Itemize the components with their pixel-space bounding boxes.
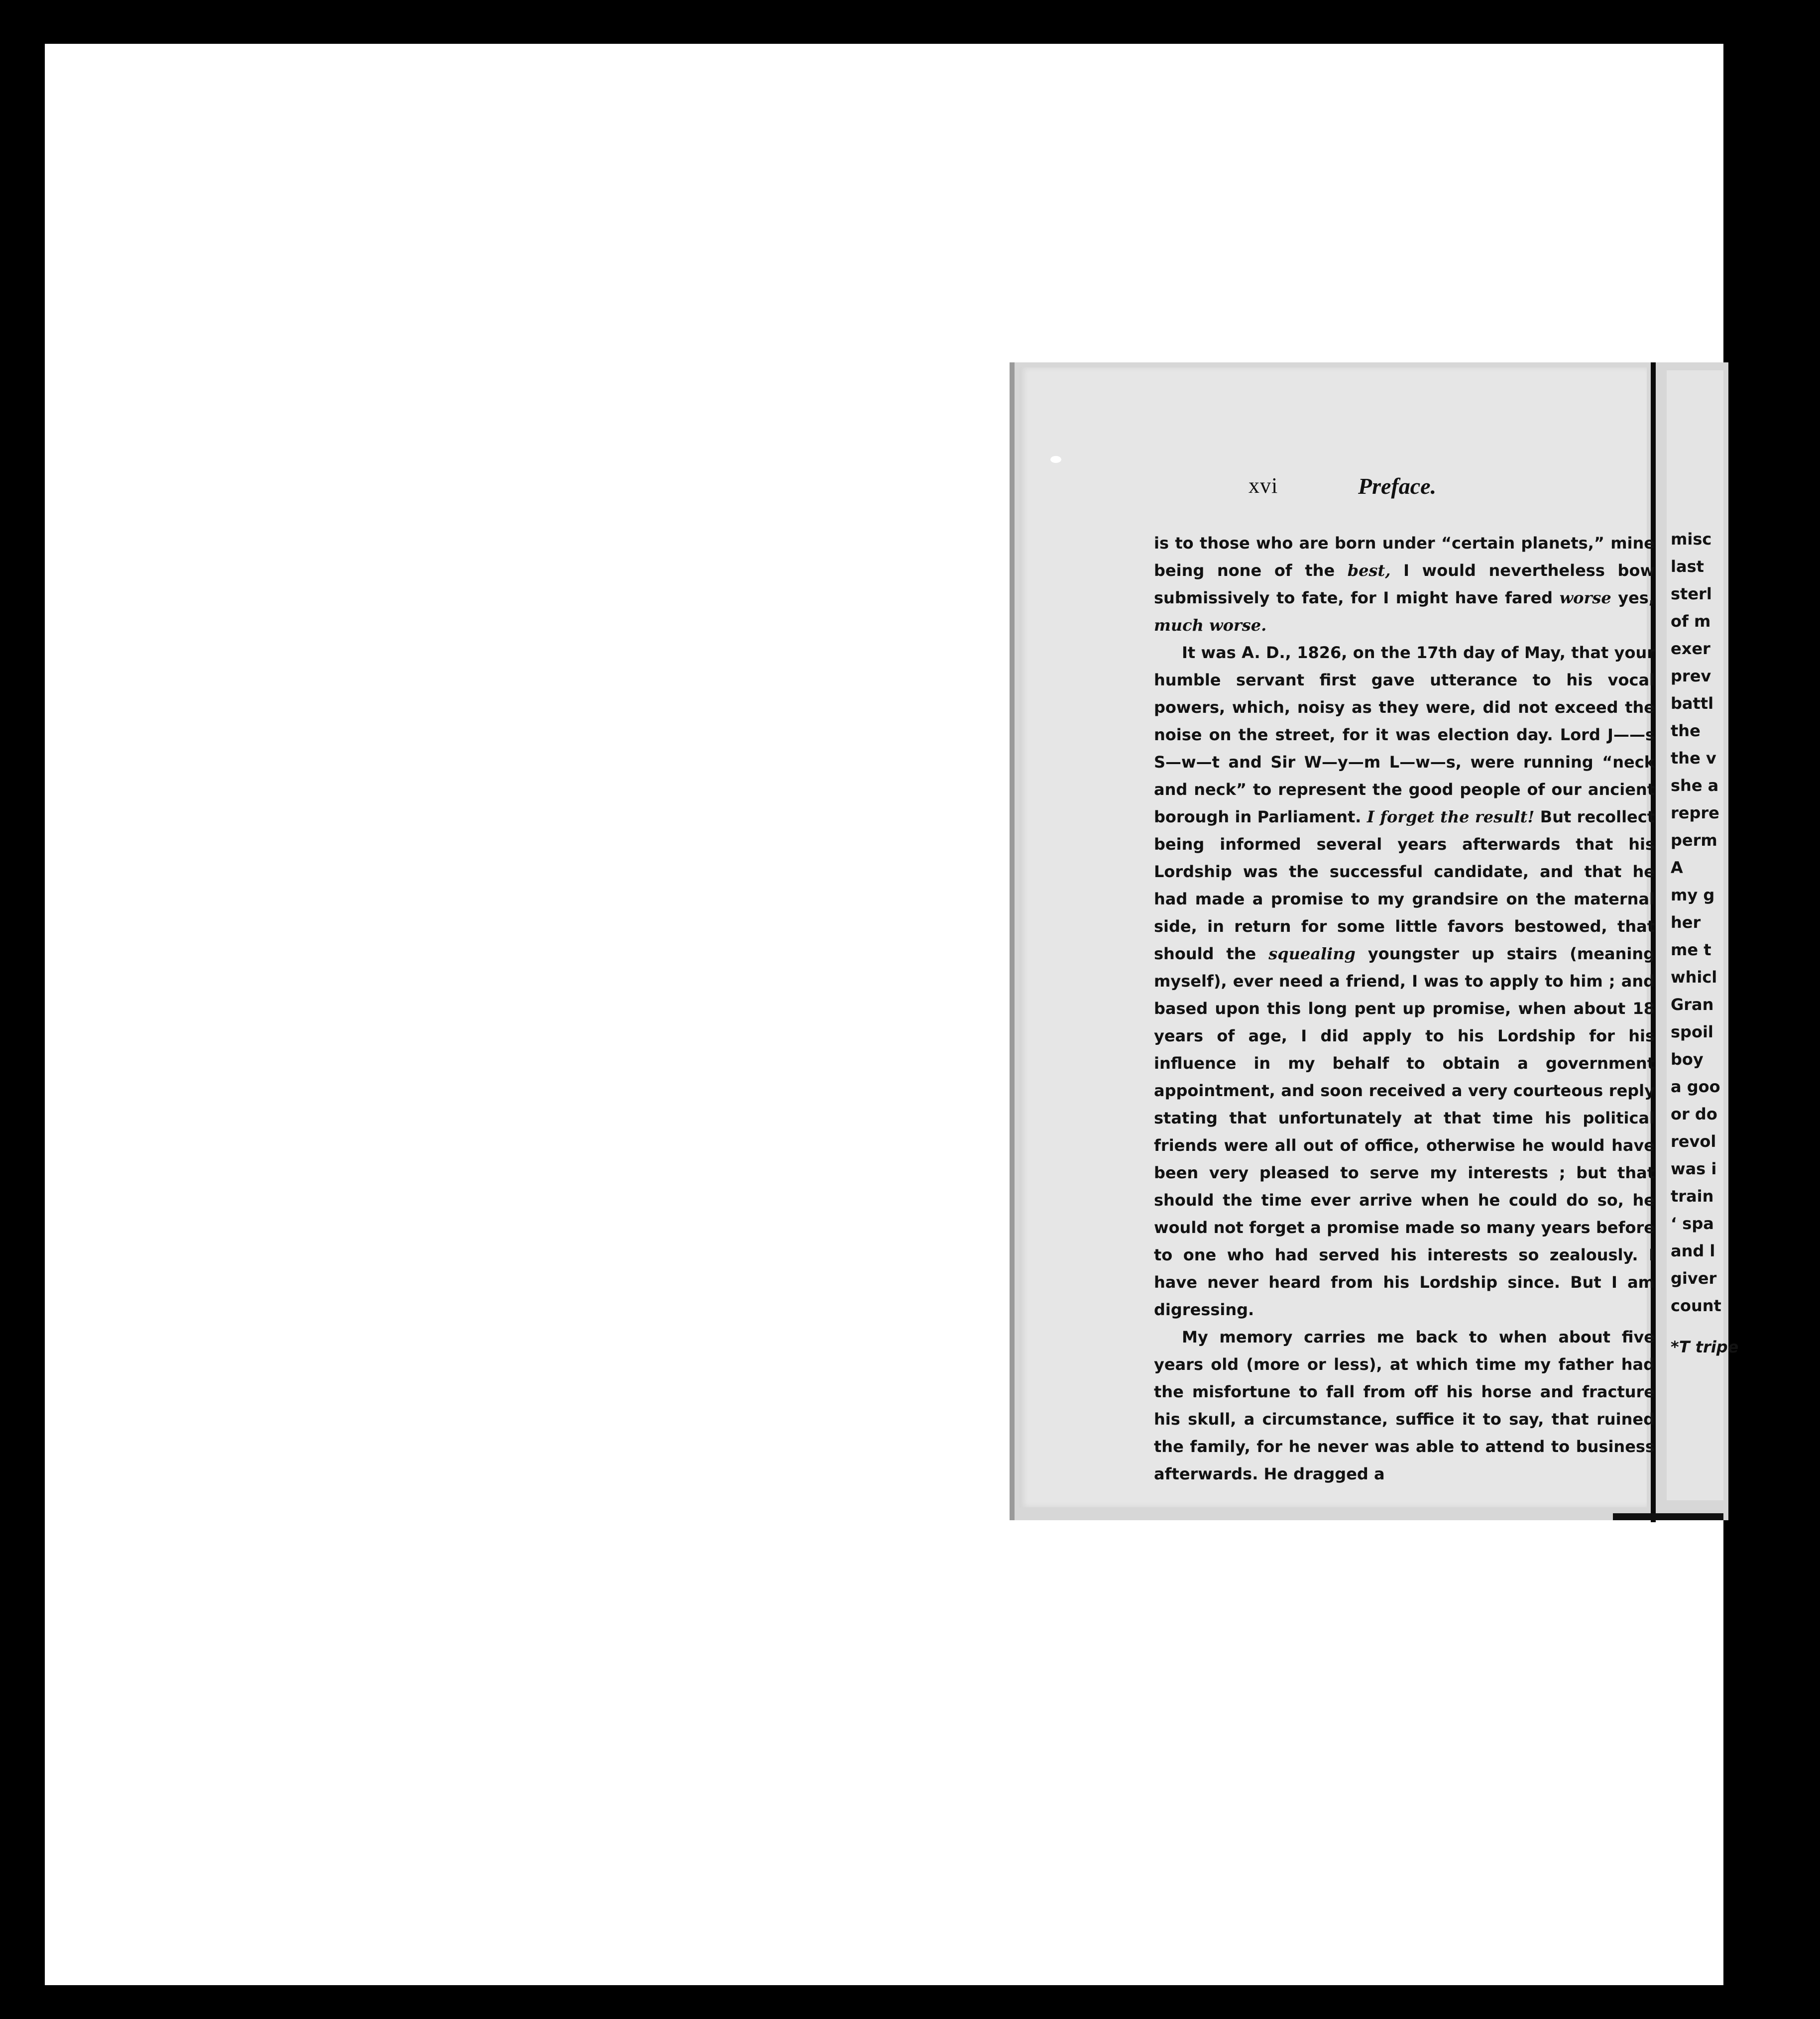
right-page-line: spoil bbox=[1671, 1022, 1713, 1041]
right-page-line: giver bbox=[1671, 1269, 1717, 1288]
paper-speck bbox=[1050, 456, 1061, 463]
right-page-line: a goo bbox=[1671, 1077, 1720, 1096]
italic-text: I forget the result! bbox=[1366, 807, 1535, 826]
right-page-line: whicl bbox=[1671, 968, 1717, 987]
right-page-line: Gran bbox=[1671, 995, 1714, 1014]
body-paragraph bbox=[1154, 639, 1655, 1324]
text-run: My memory carries me back to when about five years old (more or less), at which time my father had the misfortune to fall from off his horse and fracture his skull, a circumstance, suffice it to say, that ruined the family, for he never was able to attend to business afterwards. He dragged a bbox=[1154, 1328, 1655, 1483]
right-page-line: me t bbox=[1671, 940, 1711, 959]
right-page-line: revol bbox=[1671, 1132, 1716, 1151]
right-page-line: count bbox=[1671, 1296, 1721, 1315]
body-paragraph bbox=[1154, 1324, 1655, 1488]
text-run: I would nevertheless bow submissively to fate, for I might have fared bbox=[1154, 561, 1655, 607]
right-page-line: the bbox=[1671, 721, 1701, 740]
right-page-line: repre bbox=[1671, 803, 1719, 822]
italic-text: best, bbox=[1347, 561, 1391, 580]
right-page-line: her bbox=[1671, 913, 1701, 932]
right-page-line: boy bbox=[1671, 1050, 1704, 1069]
italic-text: squealing bbox=[1268, 944, 1356, 963]
right-page-line: or do bbox=[1671, 1105, 1717, 1123]
right-page-line: train bbox=[1671, 1187, 1714, 1206]
right-page-line: the v bbox=[1671, 749, 1716, 768]
text-run: It was A. D., 1826, on the 17th day of May, that your humble servant first gave utterance to his vocal powers, which, noisy as they were, did not exceed the noise on the street, for it was election day. Lord J——s S—w—t and Sir W—y—m L—w—s, were running “neck and neck” to represent the good people of our ancient borough in Parliament. bbox=[1154, 643, 1655, 826]
right-page-line: sterl bbox=[1671, 584, 1712, 603]
right-page-line: A bbox=[1671, 858, 1683, 877]
right-page bbox=[1667, 370, 1739, 1500]
right-page-line: my g bbox=[1671, 886, 1715, 904]
body-paragraph bbox=[1154, 530, 1655, 639]
right-page-line: ‘ spa bbox=[1671, 1214, 1714, 1233]
page-number: xvi bbox=[1249, 473, 1278, 498]
right-page-line: of m bbox=[1671, 612, 1711, 631]
text-run: is to those who are born under “certain planets,” mine being none of the bbox=[1154, 534, 1655, 580]
text-run: yes, bbox=[1611, 588, 1655, 607]
right-page-line: and l bbox=[1671, 1241, 1715, 1260]
text-run: But recollect being informed several years afterwards that his Lordship was the successful candidate, and that he had made a promise to my grandsire on the maternal side, in return for some little favors bestowed, that should the bbox=[1154, 807, 1655, 963]
right-page-line: was i bbox=[1671, 1159, 1717, 1178]
book-gutter-shadow bbox=[1613, 1513, 1723, 1520]
right-page-line: last bbox=[1671, 557, 1704, 576]
italic-text: worse bbox=[1559, 588, 1611, 607]
page-header bbox=[1249, 473, 1637, 513]
text-run: youngster up stairs (meaning myself), ever need a friend, I was to apply to him ; and based upon this long pent up promise, when about 18 years of age, I did apply to his Lordship for his influence in my behalf to obtain a government appointment, and soon received a very courteous reply stating that unfortunately at that time his political friends were all out of office, otherwise he would have been very pleased to serve my interests ; but that should the time ever arrive when he could do so, he would not forget a promise made so many years before to one who had served his interests so zealously. I have never heard from his Lordship since. But I am digressing. bbox=[1154, 944, 1655, 1319]
right-page-line: misc bbox=[1671, 530, 1712, 549]
italic-text: much worse. bbox=[1154, 616, 1267, 635]
right-page-line: she a bbox=[1671, 776, 1719, 795]
left-page-text bbox=[1154, 530, 1655, 1488]
right-page-line: prev bbox=[1671, 667, 1711, 685]
right-page-line: battl bbox=[1671, 694, 1714, 713]
right-page-line: exer bbox=[1671, 639, 1710, 658]
running-head: Preface. bbox=[1358, 473, 1437, 499]
right-page-text bbox=[1671, 526, 1820, 1361]
right-page-line: perm bbox=[1671, 831, 1717, 850]
right-page-footnote: *T tripe bbox=[1671, 1338, 1739, 1356]
